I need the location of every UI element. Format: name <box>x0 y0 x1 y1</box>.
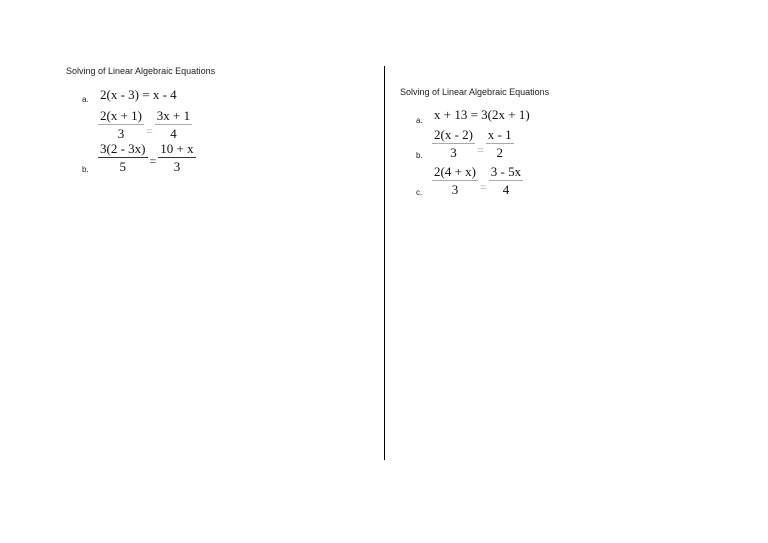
right-eq2-rhs-denominator: 2 <box>496 145 503 160</box>
left-equation-2 <box>98 109 192 140</box>
right-eq3-rhs-numerator: 3 - 5x <box>490 164 522 179</box>
left-eq3-lhs-fraction <box>98 142 148 173</box>
right-eq2-rhs-numerator: x - 1 <box>487 127 512 142</box>
left-eq2-rhs-denominator: 4 <box>170 126 177 141</box>
left-equation-1: 2(x - 3) = x - 4 <box>100 87 177 102</box>
left-eq2-equals: = <box>146 123 153 138</box>
right-equation-2 <box>432 128 514 159</box>
left-eq2-lhs-fraction <box>98 109 144 140</box>
right-eq2-lhs-numerator: 2(x - 2) <box>434 127 473 142</box>
left-eq3-rhs-denominator: 3 <box>173 159 181 174</box>
left-label-a: a. <box>82 95 89 104</box>
right-label-b: b. <box>416 151 423 160</box>
left-eq3-lhs-denominator: 5 <box>119 159 126 174</box>
right-eq2-lhs-denominator: 3 <box>450 145 457 160</box>
left-worksheet-title: Solving of Linear Algebraic Equations <box>66 66 216 76</box>
right-equation-1: x + 13 = 3(2x + 1) <box>434 107 530 122</box>
right-eq3-rhs-denominator: 4 <box>502 182 510 197</box>
right-eq3-lhs-denominator: 3 <box>451 182 459 197</box>
right-worksheet-title: Solving of Linear Algebraic Equations <box>400 87 550 97</box>
right-equation-3 <box>432 165 523 196</box>
right-eq3-rhs-fraction <box>489 165 523 196</box>
left-eq3-lhs-numerator: 3(2 - 3x) <box>100 141 146 156</box>
left-eq3-rhs-fraction <box>158 142 195 173</box>
left-eq3-equals: = <box>149 153 157 168</box>
right-eq2-lhs-fraction <box>432 128 475 159</box>
right-eq3-lhs-fraction <box>432 165 478 196</box>
right-eq2-equals: = <box>477 142 484 157</box>
right-label-c: c. <box>416 188 423 197</box>
left-eq2-rhs-fraction <box>155 109 192 140</box>
left-eq2-lhs-numerator: 2(x + 1) <box>100 108 142 123</box>
column-divider <box>384 66 385 460</box>
left-label-b: b. <box>82 165 89 174</box>
left-eq2-lhs-denominator: 3 <box>117 126 125 141</box>
right-label-a: a. <box>416 116 423 125</box>
right-eq3-lhs-numerator: 2(4 + x) <box>434 164 476 179</box>
right-eq3-equals: = <box>480 179 487 194</box>
left-equation-3 <box>98 142 196 173</box>
right-eq2-rhs-fraction <box>486 128 514 159</box>
left-eq3-rhs-numerator: 10 + x <box>160 141 194 156</box>
left-eq2-rhs-numerator: 3x + 1 <box>156 108 191 123</box>
